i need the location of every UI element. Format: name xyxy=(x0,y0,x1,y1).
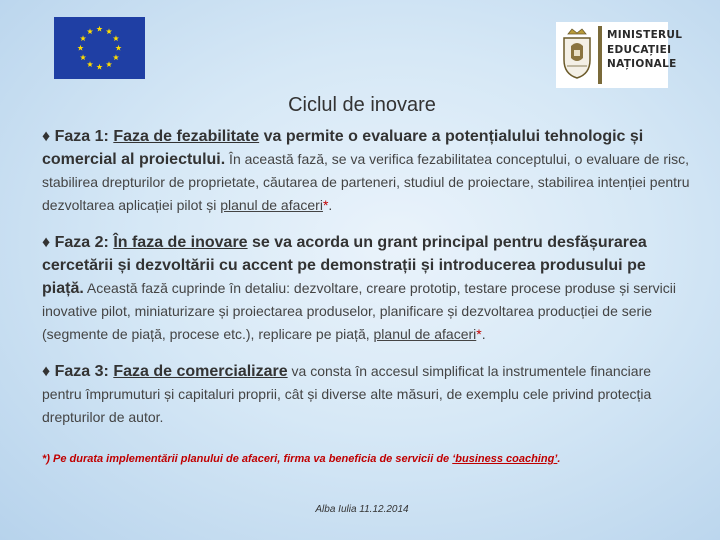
eu-star-icon xyxy=(77,45,83,51)
phase-description: Această fază cuprinde în detaliu: dezvoltare, creare prototip, testare procese produse și servicii inovative pilot, miniaturizare și proiectarea produselor, planificare și dezvoltarea producției de serie (segmente de piață, procese etc.), replicare pe piață, xyxy=(42,280,677,342)
phase-label: Faza 2: xyxy=(54,234,114,251)
business-plan-link[interactable]: planul de afaceri xyxy=(373,326,477,342)
phase-name: Faza de fezabilitate xyxy=(113,128,260,145)
eu-flag-logo xyxy=(54,17,145,79)
asterisk-mark: * xyxy=(322,197,329,213)
footer-place-date: Alba Iulia 11.12.2014 xyxy=(315,504,409,515)
phase-2: ♦ Faza 2: În faza de inovare se va acorda un grant principal pentru desfășurarea cercetării și dezvoltării cu accent pe demonstrații și introducerea produsului pe piață. Această fază cuprinde în detaliu: dezvoltare, creare prototip, testare procese produse și servicii inovative pilot, miniaturizare și proiectarea produselor, planificare și dezvoltarea producției de serie (segmente de piață, procese etc.), replicare pe piață, planul de afaceri*. xyxy=(42,234,677,342)
business-plan-link[interactable]: planul de afaceri xyxy=(220,197,323,213)
coat-of-arms-icon xyxy=(560,28,594,80)
phases-content xyxy=(42,125,690,439)
phase-label: Faza 1: xyxy=(54,128,114,145)
eu-star-icon xyxy=(96,26,102,32)
eu-star-icon xyxy=(113,54,119,60)
bullet-icon: ♦ xyxy=(42,234,51,251)
eu-star-icon xyxy=(96,64,102,70)
asterisk-mark: * xyxy=(476,326,482,342)
ministry-name: MINISTERUL EDUCAȚIEI NAȚIONALE xyxy=(607,29,683,70)
page-title: Ciclul de inovare xyxy=(288,94,436,116)
phase-name: Faza de comercializare xyxy=(113,363,288,380)
eu-star-icon xyxy=(115,45,121,51)
eu-stars-icon xyxy=(54,17,145,79)
eu-star-icon xyxy=(87,28,93,34)
phase-summary: se va acorda un grant principal pentru desfășurarea cercetării și dezvoltării cu accent pe demonstrații și introducerea produsului pe piață. xyxy=(42,234,647,297)
footnote: *) Pe durata implementării planului de afaceri, firma va beneficia de servicii de ‘business coaching’. xyxy=(42,453,561,465)
phase-1: ♦ Faza 1: Faza de fezabilitate va permite o evaluare a potențialului tehnologic și comercial al proiectului. În această fază, se va verifica fezabilitatea conceptului, o evaluare de risc, stabilirea drepturilor de proprietate, căutarea de parteneri, studiul de proiectare, stabilirea intenției pentru dezvoltarea aplicației pilot și planul de afaceri*. xyxy=(42,128,690,213)
phase-3 xyxy=(42,360,690,429)
phase-label: Faza 3: xyxy=(54,363,114,380)
phase-description: va consta în accesul simplificat la instrumentele financiare pentru împrumuturi și capitaluri proprii, cât și diverse alte măsuri, de exemplu cele privind protecția drepturilor de autor. xyxy=(42,363,652,425)
eu-star-icon xyxy=(106,61,112,67)
footnote-highlight: ‘business coaching’ xyxy=(452,453,558,465)
eu-star-icon xyxy=(80,35,86,41)
eu-star-icon xyxy=(87,61,93,67)
phase-name: În faza de inovare xyxy=(113,234,248,251)
ministry-divider xyxy=(598,26,602,84)
footnote-text: *) Pe durata implementării planului de afaceri, firma va beneficia de servicii de xyxy=(42,453,453,465)
eu-star-icon xyxy=(80,54,86,60)
bullet-icon: ♦ xyxy=(42,363,51,380)
eu-star-icon xyxy=(106,28,112,34)
ministry-logo xyxy=(556,22,683,88)
bullet-icon: ♦ xyxy=(42,128,51,145)
eu-star-icon xyxy=(113,35,119,41)
phase-description: În această fază, se va verifica fezabilitatea conceptului, o evaluare de risc, stabilirea drepturilor de proprietate, căutarea de parteneri, studiul de proiectare, stabilirea intenției pentru dezvoltarea aplicației pilot și xyxy=(42,151,690,213)
phase-summary: va permite o evaluare a potențialului tehnologic și comercial al proiectului. xyxy=(42,128,644,168)
